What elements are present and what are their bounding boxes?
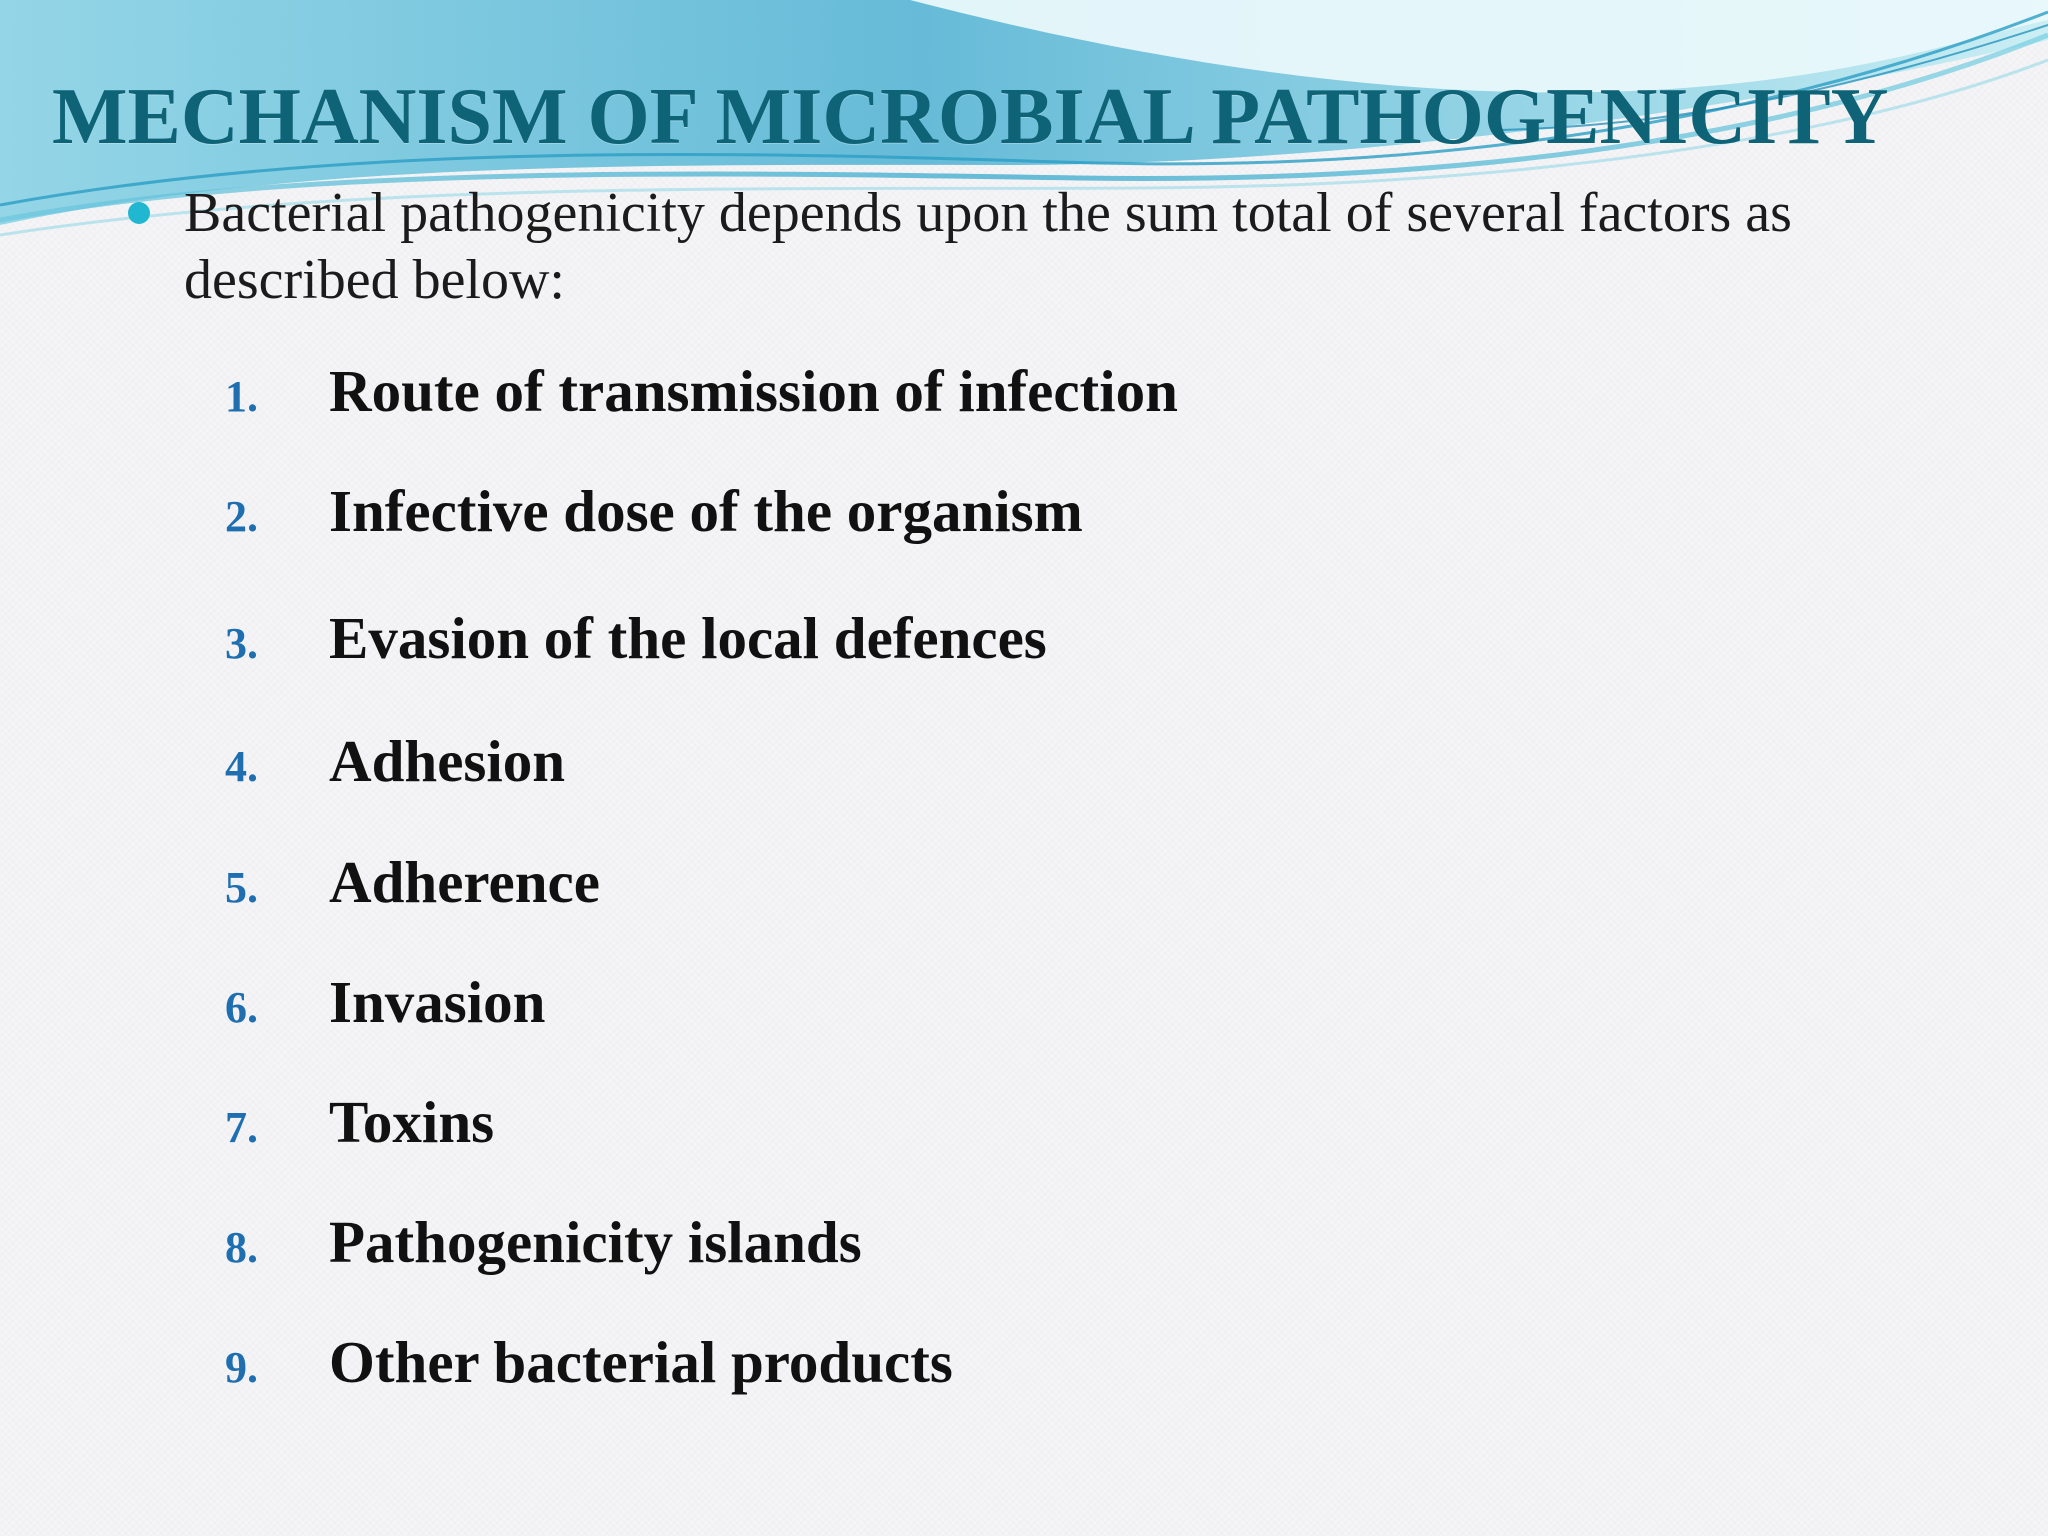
list-item bbox=[225, 848, 600, 918]
list-label: Evasion of the local defences bbox=[329, 605, 1047, 671]
list-number: 1. bbox=[225, 372, 258, 421]
list-number: 6. bbox=[225, 983, 258, 1032]
list-item bbox=[225, 357, 1178, 427]
list-label: Route of transmission of infection bbox=[329, 358, 1178, 424]
list-label: Infective dose of the organism bbox=[329, 478, 1083, 544]
list-item bbox=[225, 477, 1083, 547]
list-number: 8. bbox=[225, 1223, 258, 1272]
list-label: Other bacterial products bbox=[329, 1329, 953, 1395]
list-label: Toxins bbox=[329, 1089, 495, 1155]
intro-text: Bacterial pathogenicity depends upon the sum total of several factors as described below: bbox=[184, 182, 1792, 311]
list-item bbox=[225, 604, 1047, 674]
list-number: 2. bbox=[225, 492, 258, 541]
list-label: Adhesion bbox=[329, 728, 566, 794]
list-label: Invasion bbox=[329, 969, 546, 1035]
list-item bbox=[225, 1328, 953, 1398]
list-item bbox=[225, 727, 565, 797]
slide-title: MECHANISM OF MICROBIAL PATHOGENICITY bbox=[52, 73, 1889, 161]
list-label: Adherence bbox=[329, 849, 600, 915]
list-number: 9. bbox=[225, 1343, 258, 1392]
list-number: 4. bbox=[225, 742, 258, 791]
list-label: Pathogenicity islands bbox=[329, 1209, 862, 1275]
list-item bbox=[225, 968, 545, 1038]
list-number: 5. bbox=[225, 863, 258, 912]
list-number: 7. bbox=[225, 1103, 258, 1152]
list-number: 3. bbox=[225, 619, 258, 668]
list-item bbox=[225, 1208, 862, 1278]
list-item bbox=[225, 1088, 494, 1158]
